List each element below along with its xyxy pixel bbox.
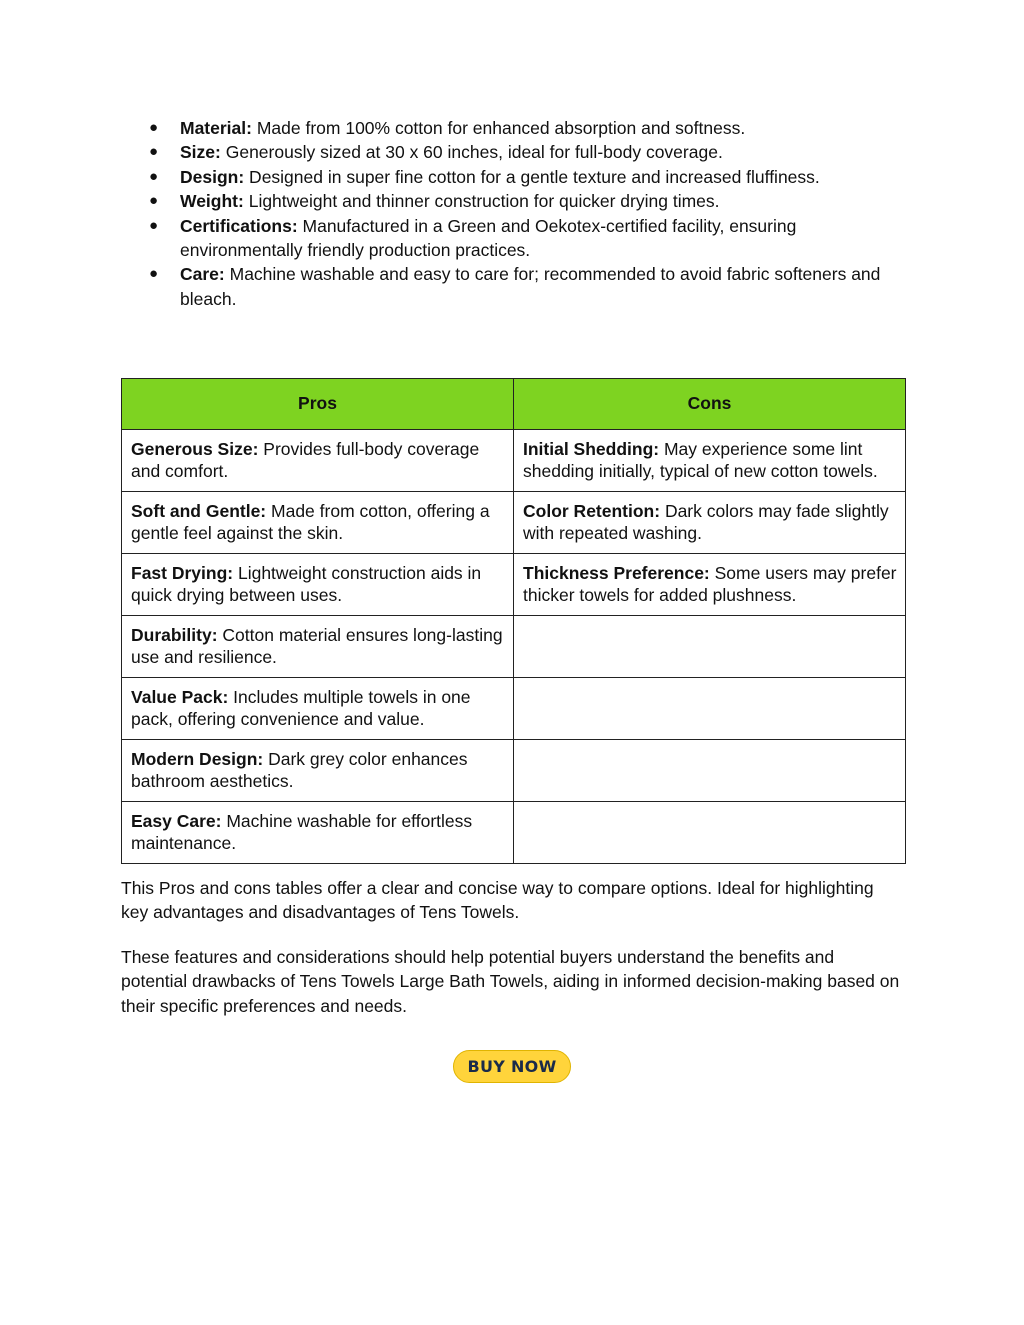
pro-text: Provides full-body coverage and comfort. (131, 439, 480, 481)
cons-header: Cons (514, 379, 906, 430)
buy-now-button[interactable]: BUY NOW (453, 1050, 571, 1083)
feature-list (121, 116, 905, 311)
pro-cell (122, 554, 514, 616)
table-row (122, 492, 906, 554)
pro-label: Durability: (131, 625, 218, 645)
feature-label: Certifications: (180, 215, 298, 236)
con-text: Some users may prefer thicker towels for added plushness. (523, 563, 897, 605)
pro-text: Cotton material ensures long-lasting use and resilience. (131, 625, 503, 667)
bullet-icon: ● (149, 119, 159, 136)
feature-text: Designed in super fine cotton for a gentle texture and increased fluffiness. (244, 166, 820, 187)
table-row (122, 740, 906, 802)
document-page (121, 116, 905, 1076)
feature-text: Lightweight and thinner construction for quicker drying times. (243, 191, 720, 212)
pro-label: Value Pack: (131, 687, 229, 707)
feature-label: Weight: (180, 191, 244, 212)
con-cell (514, 740, 906, 802)
pro-cell (122, 492, 514, 554)
pro-label: Easy Care: (131, 811, 222, 831)
feature-text: Generously sized at 30 x 60 inches, ideal for full-body coverage. (220, 142, 723, 163)
bullet-icon: ● (149, 265, 159, 283)
feature-item-weight (121, 189, 905, 213)
summary-paragraph: This Pros and cons tables offer a clear and concise way to compare options. Ideal for highlighting key advantages and disadvantages of Tens Towels. (121, 878, 874, 923)
pro-text: Machine washable for effortless maintenance. (131, 811, 473, 853)
bullet-icon: ● (149, 167, 159, 185)
feature-item-size (121, 140, 905, 164)
table-row (122, 430, 906, 492)
feature-text: Manufactured in a Green and Oekotex-certified facility, ensuring environmentally friendly production practices. (180, 215, 797, 261)
feature-label: Care: (180, 264, 225, 285)
feature-text: Made from 100% cotton for enhanced absorption and softness. (251, 118, 746, 138)
pro-cell (122, 740, 514, 802)
conclusion-paragraph: These features and considerations should help potential buyers understand the benefits and potential drawbacks of Tens Towels Large Bath Towels, aiding in informed decision-making based on their specific preferences and needs. (121, 947, 900, 1016)
pro-cell (122, 678, 514, 740)
table-row (122, 802, 906, 864)
feature-label: Material: (180, 118, 252, 138)
bullet-icon: ● (149, 216, 159, 234)
con-cell (514, 616, 906, 678)
pro-label: Generous Size: (131, 439, 259, 459)
con-cell (514, 492, 906, 554)
con-cell (514, 802, 906, 864)
pros-cons-table (121, 378, 906, 864)
con-label: Color Retention: (523, 501, 661, 521)
pro-text: Dark grey color enhances bathroom aesthetics. (131, 749, 468, 791)
feature-label: Design: (180, 166, 245, 187)
con-cell (514, 430, 906, 492)
con-label: Thickness Preference: (523, 563, 710, 583)
table-header-row (122, 379, 906, 430)
con-text: Dark colors may fade slightly with repeated washing. (523, 501, 889, 543)
pro-text: Includes multiple towels in one pack, offering convenience and value. (131, 687, 471, 729)
pro-cell (122, 430, 514, 492)
feature-item-design (121, 165, 905, 189)
pro-text: Lightweight construction aids in quick drying between uses. (131, 563, 482, 605)
con-cell (514, 678, 906, 740)
feature-label: Size: (180, 142, 221, 163)
pro-cell (122, 616, 514, 678)
pro-text: Made from cotton, offering a gentle feel against the skin. (131, 501, 490, 543)
table-row (122, 616, 906, 678)
bullet-icon: ● (149, 143, 159, 161)
table-row (122, 554, 906, 616)
pro-label: Fast Drying: (131, 563, 234, 583)
pro-cell (122, 802, 514, 864)
feature-item-material (121, 116, 905, 140)
table-row (122, 678, 906, 740)
feature-item-certifications (121, 214, 905, 263)
pros-header: Pros (122, 379, 514, 430)
pro-label: Modern Design: (131, 749, 264, 769)
feature-item-care (121, 262, 905, 311)
buy-now-container (453, 1050, 571, 1083)
bullet-icon: ● (149, 192, 159, 210)
con-label: Initial Shedding: (523, 439, 660, 459)
con-text: May experience some lint shedding initially, typical of new cotton towels. (523, 439, 878, 481)
con-cell (514, 554, 906, 616)
feature-text: Machine washable and easy to care for; recommended to avoid fabric softeners and bleach. (180, 264, 881, 309)
pro-label: Soft and Gentle: (131, 501, 267, 521)
